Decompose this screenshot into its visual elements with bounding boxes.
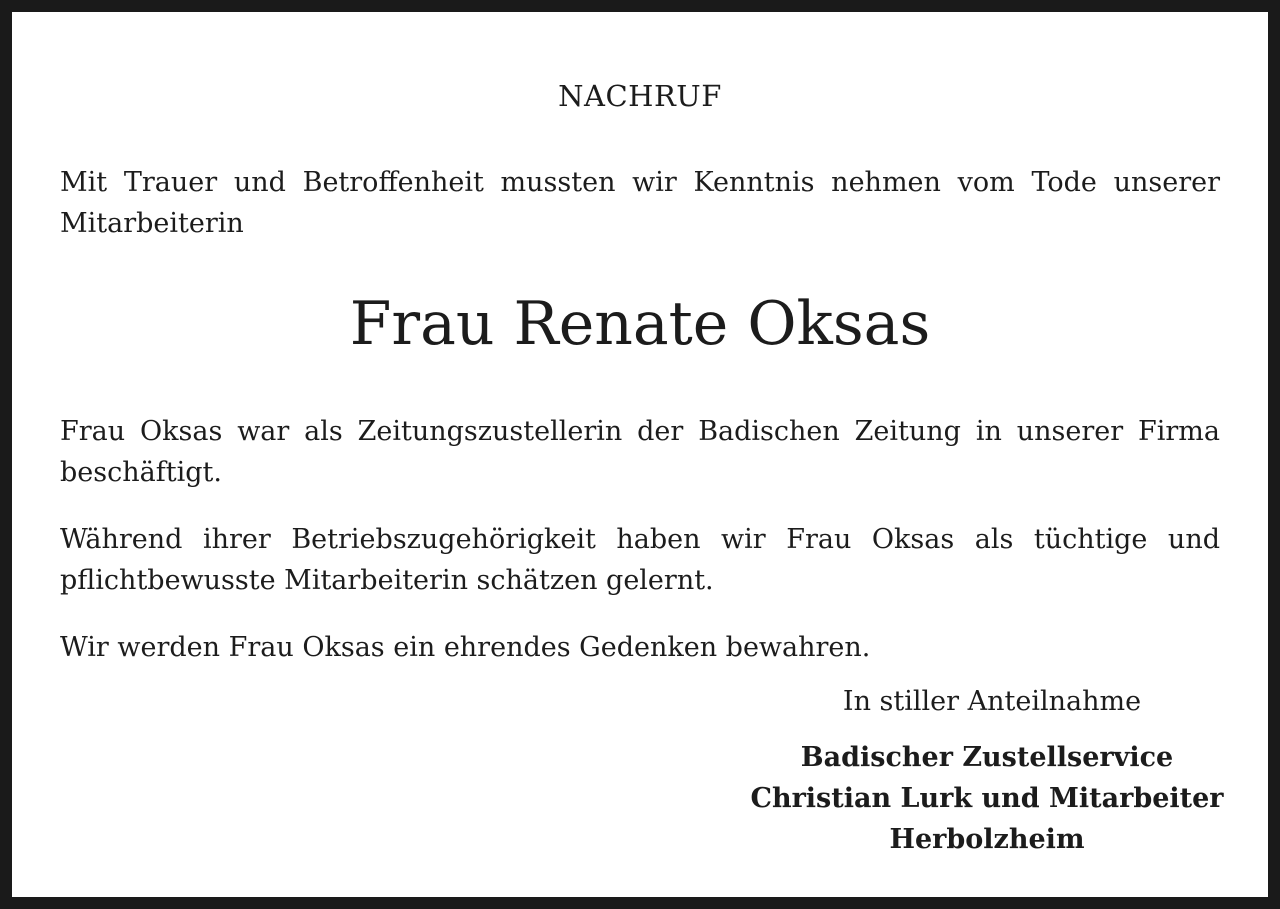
obituary-notice bbox=[12, 12, 1268, 897]
intro-text: Mit Trauer und Betroffenheit mussten wir Kenntnis nehmen vom Tode unserer Mitarbeiterin bbox=[60, 167, 1220, 239]
deceased-name: Frau Renate Oksas bbox=[349, 289, 931, 359]
signature-owner: Christian Lurk und Mitarbeiter bbox=[750, 783, 1224, 814]
paragraph-employment: Frau Oksas war als Zeitungszustellerin der Badischen Zeitung in unserer Firma beschäftigt. bbox=[60, 416, 1220, 488]
paragraph-remembrance: Wir werden Frau Oksas ein ehrendes Gedenken bewahren. bbox=[60, 632, 871, 663]
notice-heading: NACHRUF bbox=[558, 79, 722, 113]
closing-line: In stiller Anteilnahme bbox=[842, 686, 1142, 717]
paragraph-appreciation: Während ihrer Betriebszugehörigkeit haben wir Frau Oksas als tüchtige und pflichtbewusste Mitarbeiterin schätzen gelernt. bbox=[60, 524, 1220, 596]
signature-block bbox=[732, 737, 1242, 860]
signature-location: Herbolzheim bbox=[889, 824, 1085, 855]
signature-company: Badischer Zustellservice bbox=[800, 742, 1174, 773]
